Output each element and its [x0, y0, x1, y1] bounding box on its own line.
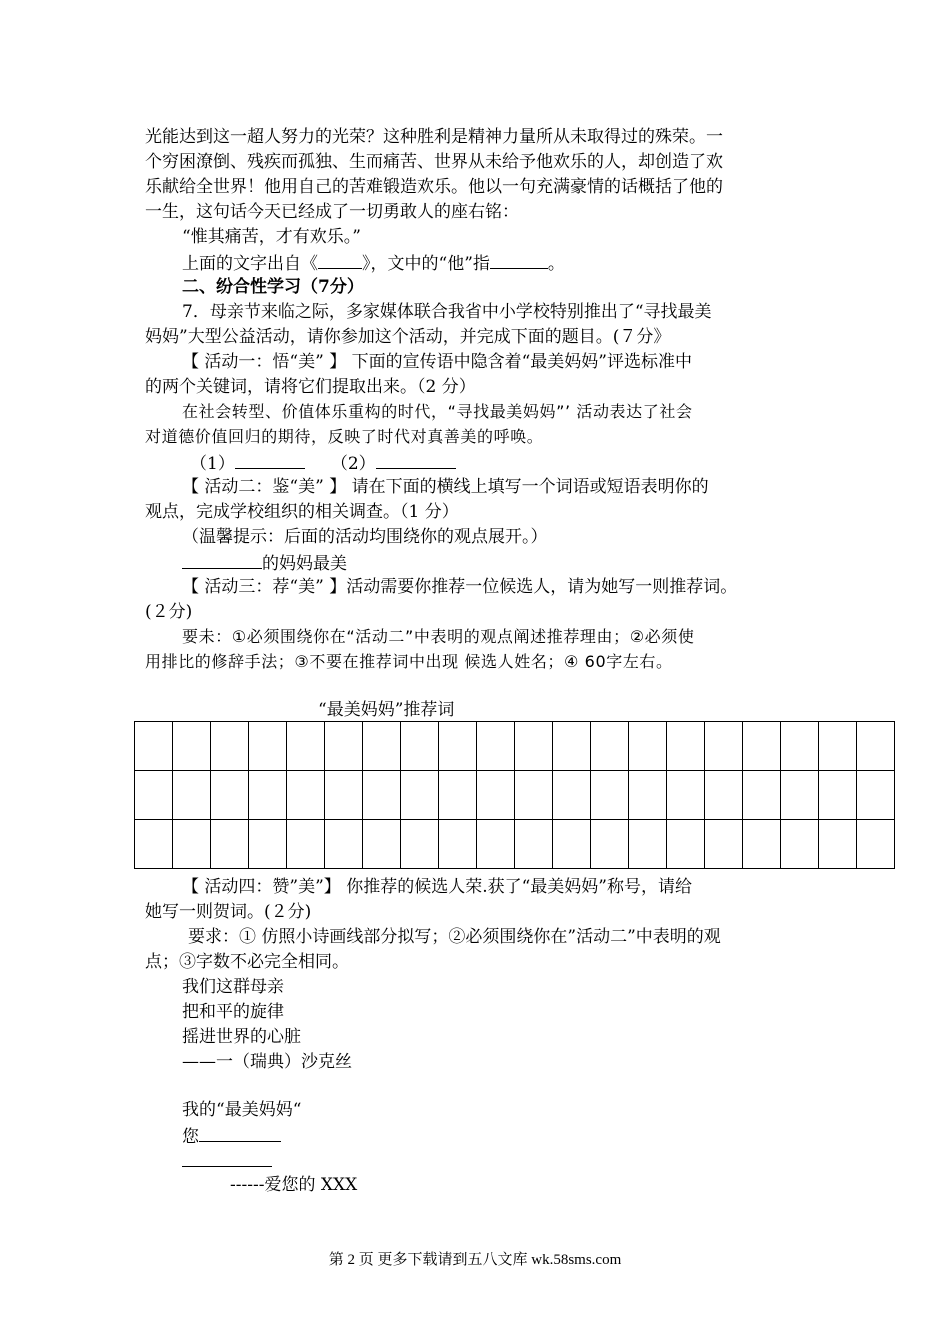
- section-heading: 二、纷合性学习（7分）: [182, 277, 364, 297]
- passage-line: 一生，这句话今天已经成了一切勇敢人的座右铭：: [145, 202, 519, 222]
- passage-line: 光能达到这一超人努力的光荣？这种胜利是精神力量所从未取得过的殊荣。一: [145, 127, 723, 147]
- activity3-line: 【 活动三：荐“美” 】活动需要你推荐一位候选人，请为她写一则推荐词。: [182, 577, 738, 597]
- grid-row: [135, 722, 895, 771]
- question-text: 》，文中的“他”指: [362, 254, 490, 274]
- grid-title: “最美妈妈”推荐词: [318, 700, 455, 720]
- question-7-line: 7．母亲节来临之际，多家媒体联合我省中小学校特别推出了“寻找最美: [182, 302, 712, 322]
- activity2-fill: [182, 552, 347, 574]
- grid-row: [135, 771, 895, 820]
- letter-signature: ------爱您的 XXX: [230, 1175, 358, 1195]
- requirement-line: 用排比的修辞手法；③不要在推荐词中出现 候选人姓名；④ 60字左右。: [145, 652, 673, 671]
- grid-row: [135, 820, 895, 869]
- answer-blank[interactable]: [199, 1125, 281, 1142]
- letter-line: [182, 1125, 281, 1147]
- activity4-line: 【 活动四：赞”美”】 你推荐的候选人荣.获了“最美妈妈”称号，请给: [182, 877, 692, 897]
- requirement-line: 点；③字数不必完全相同。: [145, 952, 349, 972]
- passage-line: 个穷困潦倒、残疾而孤独、生而痛苦、世界从未给予他欢乐的人，却创造了欢: [145, 152, 723, 172]
- answer-blank[interactable]: [318, 252, 362, 269]
- requirement-line: 要未：①必须围绕你在“活动二”中表明的观点阐述推荐理由；②必须使: [182, 627, 695, 646]
- passage-quote: “惟其痛苦，才有欢乐。”: [182, 227, 361, 247]
- activity1-line: 的两个关键词，请将它们提取出来。（2 分）: [145, 377, 476, 397]
- answer-blank[interactable]: [182, 552, 262, 569]
- passage-line: 乐献给全世界！他用自己的苦难锻造欢乐。他以一句充满豪情的话概括了他的: [145, 177, 723, 197]
- activity2-hint: （温馨提示：后面的活动均围绕你的观点展开。）: [182, 527, 548, 547]
- activity2-line: 观点，完成学校组织的相关调查。（1 分）: [145, 502, 459, 522]
- letter-text: 您: [182, 1127, 199, 1147]
- activity1-blanks: [190, 452, 456, 474]
- answer-blank[interactable]: [235, 452, 305, 469]
- poem-author: ——一（瑞典）沙克丝: [182, 1052, 352, 1072]
- blank-label: （1）: [190, 454, 235, 474]
- poem-line: 摇进世界的心脏: [182, 1027, 301, 1047]
- answer-blank[interactable]: [182, 1150, 272, 1167]
- question-text: 上面的文字出自《: [182, 254, 318, 274]
- answer-blank[interactable]: [490, 252, 548, 269]
- blank-label: （2）: [330, 454, 376, 474]
- requirement-line: 要求：① 仿照小诗画线部分拟写；②必须围绕你在”活动二”中表明的观: [188, 927, 721, 947]
- activity2-line: 【 活动二：鉴“美” 】 请在下面的横线上填写一个词语或短语表明你的: [182, 477, 709, 497]
- activity3-line: (２分): [145, 602, 193, 622]
- passage-question: [182, 252, 565, 274]
- fill-text: 的妈妈最美: [262, 554, 347, 574]
- question-text: 。: [547, 254, 565, 274]
- activity1-line: 【 活动一：悟“美” 】 下面的宣传语中隐含着“最美妈妈”评选标准中: [182, 352, 692, 372]
- letter-greeting: 我的“最美妈妈“: [182, 1100, 302, 1120]
- letter-line: [182, 1150, 272, 1172]
- writing-grid[interactable]: [134, 721, 895, 869]
- poem-line: 我们这群母亲: [182, 977, 284, 997]
- slogan-line: 在社会转型、价值体乐重构的时代，“寻找最美妈妈”’ 活动表达了社会: [182, 402, 693, 421]
- slogan-line: 对道德价值回归的期待，反映了时代对真善美的呼唤。: [145, 427, 544, 446]
- answer-blank[interactable]: [376, 452, 456, 469]
- activity4-line: 她写一则贺词。(２分): [145, 902, 312, 922]
- page-footer: 第 2 页 更多下载请到五八文库 wk.58sms.com: [328, 1252, 622, 1268]
- question-7-line: 妈妈”大型公益活动，请你参加这个活动，并完成下面的题目。(７分》: [145, 327, 671, 347]
- poem-line: 把和平的旋律: [182, 1002, 284, 1022]
